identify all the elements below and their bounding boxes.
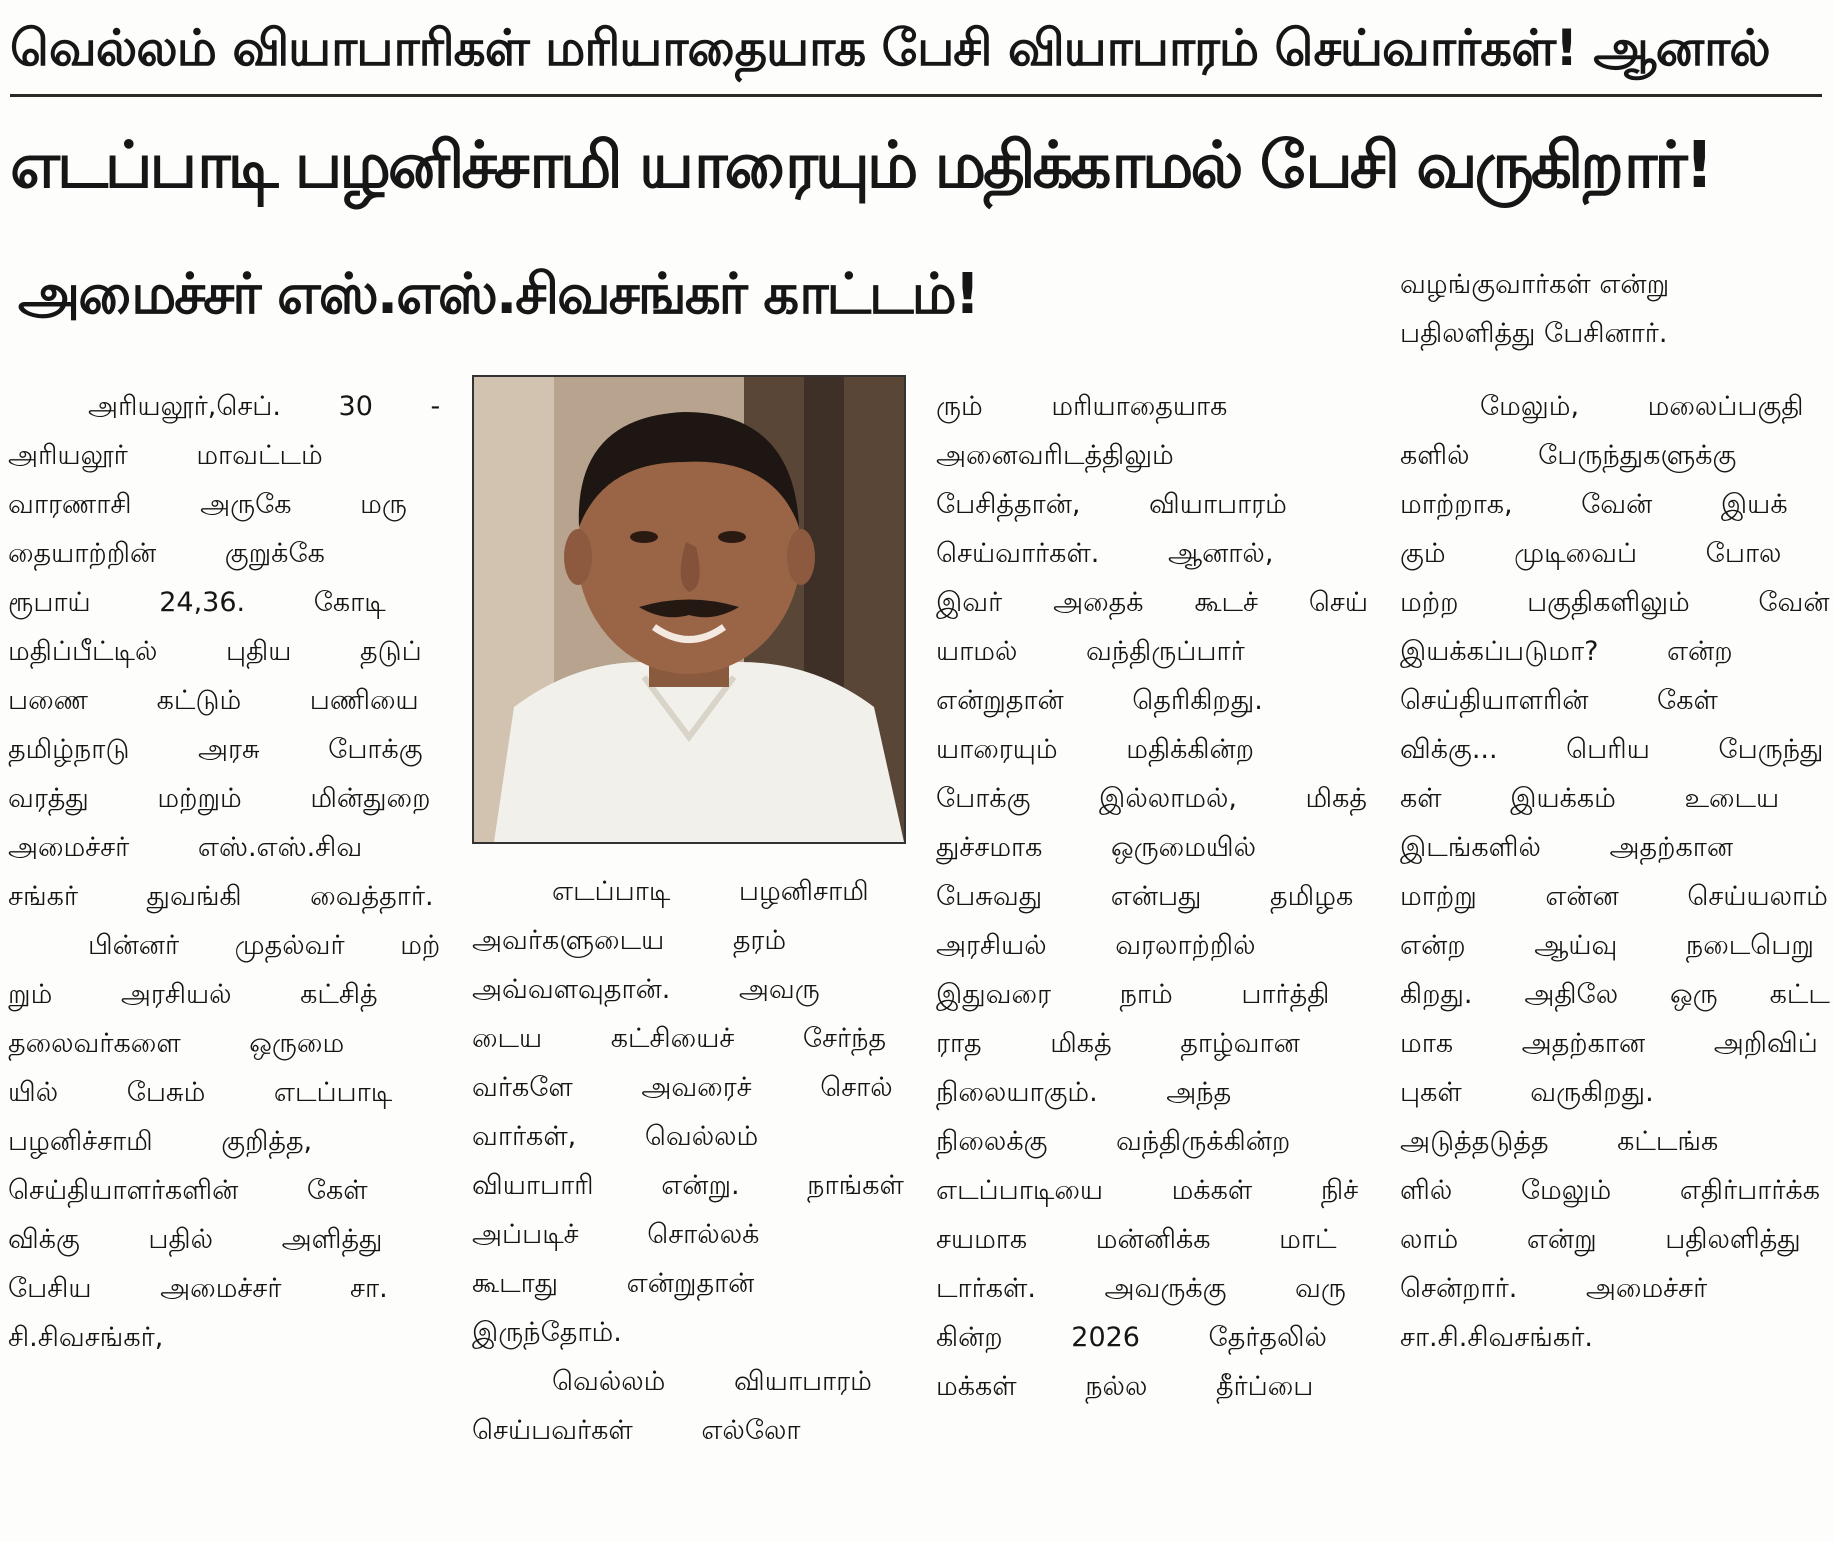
article-line: கின்ற 2026 தேர்தலில் [936, 1322, 1327, 1353]
article-line: ளில் மேலும் எதிர்பார்க்க [1400, 1175, 1821, 1206]
article-line: கிறது. அதிலே ஒரு கட்ட [1400, 979, 1830, 1010]
sub-headline: அமைச்சர் எஸ்.எஸ்.சிவசங்கர் காட்டம்! [18, 262, 979, 327]
article-line: அரியலூர்,செப். 30 - [88, 391, 440, 422]
article-line: அரசியல் வரலாற்றில் [936, 930, 1256, 961]
article-column-4-top [1400, 260, 1830, 370]
portrait-photo [472, 375, 906, 844]
article-line: இருந்தோம். [472, 1317, 622, 1348]
article-line: வெல்லம் வியாபாரம் [552, 1366, 872, 1397]
article-line: யில் பேசும் எடப்பாடி [8, 1077, 393, 1108]
article-line: ராத மிகத் தாழ்வான [936, 1028, 1300, 1059]
article-line: டார்கள். அவருக்கு வரு [936, 1273, 1346, 1304]
article-line: பழனிச்சாமி குறித்த, [8, 1126, 313, 1157]
article-column-4 [1400, 382, 1830, 1532]
article-line: லாம் என்று பதிலளித்து [1400, 1224, 1801, 1255]
article-line: வாரணாசி அருகே மரு [8, 489, 407, 520]
article-line: சென்றார். அமைச்சர் [1400, 1273, 1708, 1304]
article-line: களில் பேருந்துகளுக்கு [1400, 440, 1737, 471]
article-line: யாரையும் மதிக்கின்ற [936, 734, 1255, 765]
article-line: கும் முடிவைப் போல [1400, 538, 1782, 569]
article-line: போக்கு இல்லாமல், மிகத் [936, 783, 1367, 814]
article-line: மேலும், மலைப்பகுதி [1480, 391, 1804, 422]
article-line: பேசித்தான், வியாபாரம் [936, 489, 1287, 520]
article-line: சி.சிவசங்கர், [8, 1322, 164, 1353]
article-line: சா.சி.சிவசங்கர். [1400, 1322, 1593, 1353]
article-line: கூடாது என்றுதான் [472, 1268, 755, 1299]
article-line: மற்ற பகுதிகளிலும் வேன் [1400, 587, 1830, 618]
article-line: பேசிய அமைச்சர் சா. [8, 1273, 388, 1304]
article-line: தமிழ்நாடு அரசு போக்கு [8, 734, 423, 765]
article-line: ரும் மரியாதையாக [936, 391, 1228, 422]
article-column-3 [936, 382, 1368, 1532]
article-line: வர்களே அவரைச் சொல் [472, 1072, 893, 1103]
article-line: அமைச்சர் எஸ்.எஸ்.சிவ [8, 832, 363, 863]
article-line: றும் அரசியல் கட்சித் [8, 979, 378, 1010]
article-line: கள் இயக்கம் உடைய [1400, 783, 1780, 814]
article-line: நிலையாகும். அந்த [936, 1077, 1232, 1108]
article-line: விக்கு... பெரிய பேருந்து [1400, 734, 1824, 765]
kicker-headline: வெல்லம் வியாபாரிகள் மரியாதையாக பேசி வியாபாரம் செய்வார்கள்! ஆனால் [10, 19, 1770, 77]
article-line: என்றுதான் தெரிகிறது. [936, 685, 1263, 716]
main-headline: எடப்பாடி பழனிச்சாமி யாரையும் மதிக்காமல் பேசி வருகிறார்! [10, 129, 1711, 203]
article-line: மாற்று என்ன செய்யலாம் [1400, 881, 1828, 912]
article-line: செய்தியாளரின் கேள் [1400, 685, 1718, 716]
article-line: வரத்து மற்றும் மின்துறை [8, 783, 431, 814]
article-line: துச்சமாக ஒருமையில் [936, 832, 1257, 863]
article-line: அவ்வளவுதான். அவரு [472, 974, 820, 1005]
article-line: இவர் அதைக் கூடச் செய் [936, 587, 1368, 618]
article-line: வழங்குவார்கள் என்று [1400, 269, 1670, 300]
article-line: ரூபாய் 24,36. கோடி [8, 587, 386, 618]
article-line: எடப்பாடியை மக்கள் நிச் [936, 1175, 1359, 1206]
article-line: இடங்களில் அதற்கான [1400, 832, 1734, 863]
article-line: எடப்பாடி பழனிசாமி [552, 876, 869, 907]
article-line: வார்கள், வெல்லம் [472, 1121, 759, 1152]
article-line: செய்வார்கள். ஆனால், [936, 538, 1274, 569]
article-line: அப்படிச் சொல்லக் [472, 1219, 760, 1250]
article-line: என்ற ஆய்வு நடைபெறு [1400, 930, 1814, 961]
article-column-2 [472, 867, 904, 1532]
article-line: அவர்களுடைய தரம் [472, 925, 787, 956]
article-line: டைய கட்சியைச் சேர்ந்த [472, 1023, 887, 1054]
article-column-1 [8, 382, 440, 1532]
article-line: பதிலளித்து பேசினார். [1400, 318, 1668, 349]
article-line: செய்தியாளர்களின் கேள் [8, 1175, 368, 1206]
article-line: வியாபாரி என்று. நாங்கள் [472, 1170, 904, 1201]
article-line: பேசுவது என்பது தமிழக [936, 881, 1354, 912]
portrait-photo-icon [474, 377, 904, 842]
article-line: புகள் வருகிறது. [1400, 1077, 1654, 1108]
article-line: இதுவரை நாம் பார்த்தி [936, 979, 1330, 1010]
article-line: மாக அதற்கான அறிவிப் [1400, 1028, 1818, 1059]
article-line: யாமல் வந்திருப்பார் [936, 636, 1245, 667]
article-line: பணை கட்டும் பணியை [8, 685, 419, 716]
article-line: செய்பவர்கள் எல்லோ [472, 1415, 801, 1446]
article-line: அனைவரிடத்திலும் [936, 440, 1174, 471]
article-line: பின்னர் முதல்வர் மற் [88, 930, 440, 961]
article-line: அரியலூர் மாவட்டம் [8, 440, 323, 471]
article-line: அடுத்தடுத்த கட்டங்க [1400, 1126, 1719, 1157]
article-line: தலைவர்களை ஒருமை [8, 1028, 345, 1059]
article-line: இயக்கப்படுமா? என்ற [1400, 636, 1733, 667]
headline-divider [10, 94, 1822, 97]
article-line: மக்கள் நல்ல தீர்ப்பை [936, 1371, 1314, 1402]
article-line: நிலைக்கு வந்திருக்கின்ற [936, 1126, 1291, 1157]
article-line: சங்கர் துவங்கி வைத்தார். [8, 881, 434, 912]
article-line: தையாற்றின் குறுக்கே [8, 538, 325, 569]
article-line: மதிப்பீட்டில் புதிய தடுப் [8, 636, 422, 667]
article-line: சயமாக மன்னிக்க மாட் [936, 1224, 1337, 1255]
article-line: மாற்றாக, வேன் இயக் [1400, 489, 1788, 520]
article-line: விக்கு பதில் அளித்து [8, 1224, 383, 1255]
